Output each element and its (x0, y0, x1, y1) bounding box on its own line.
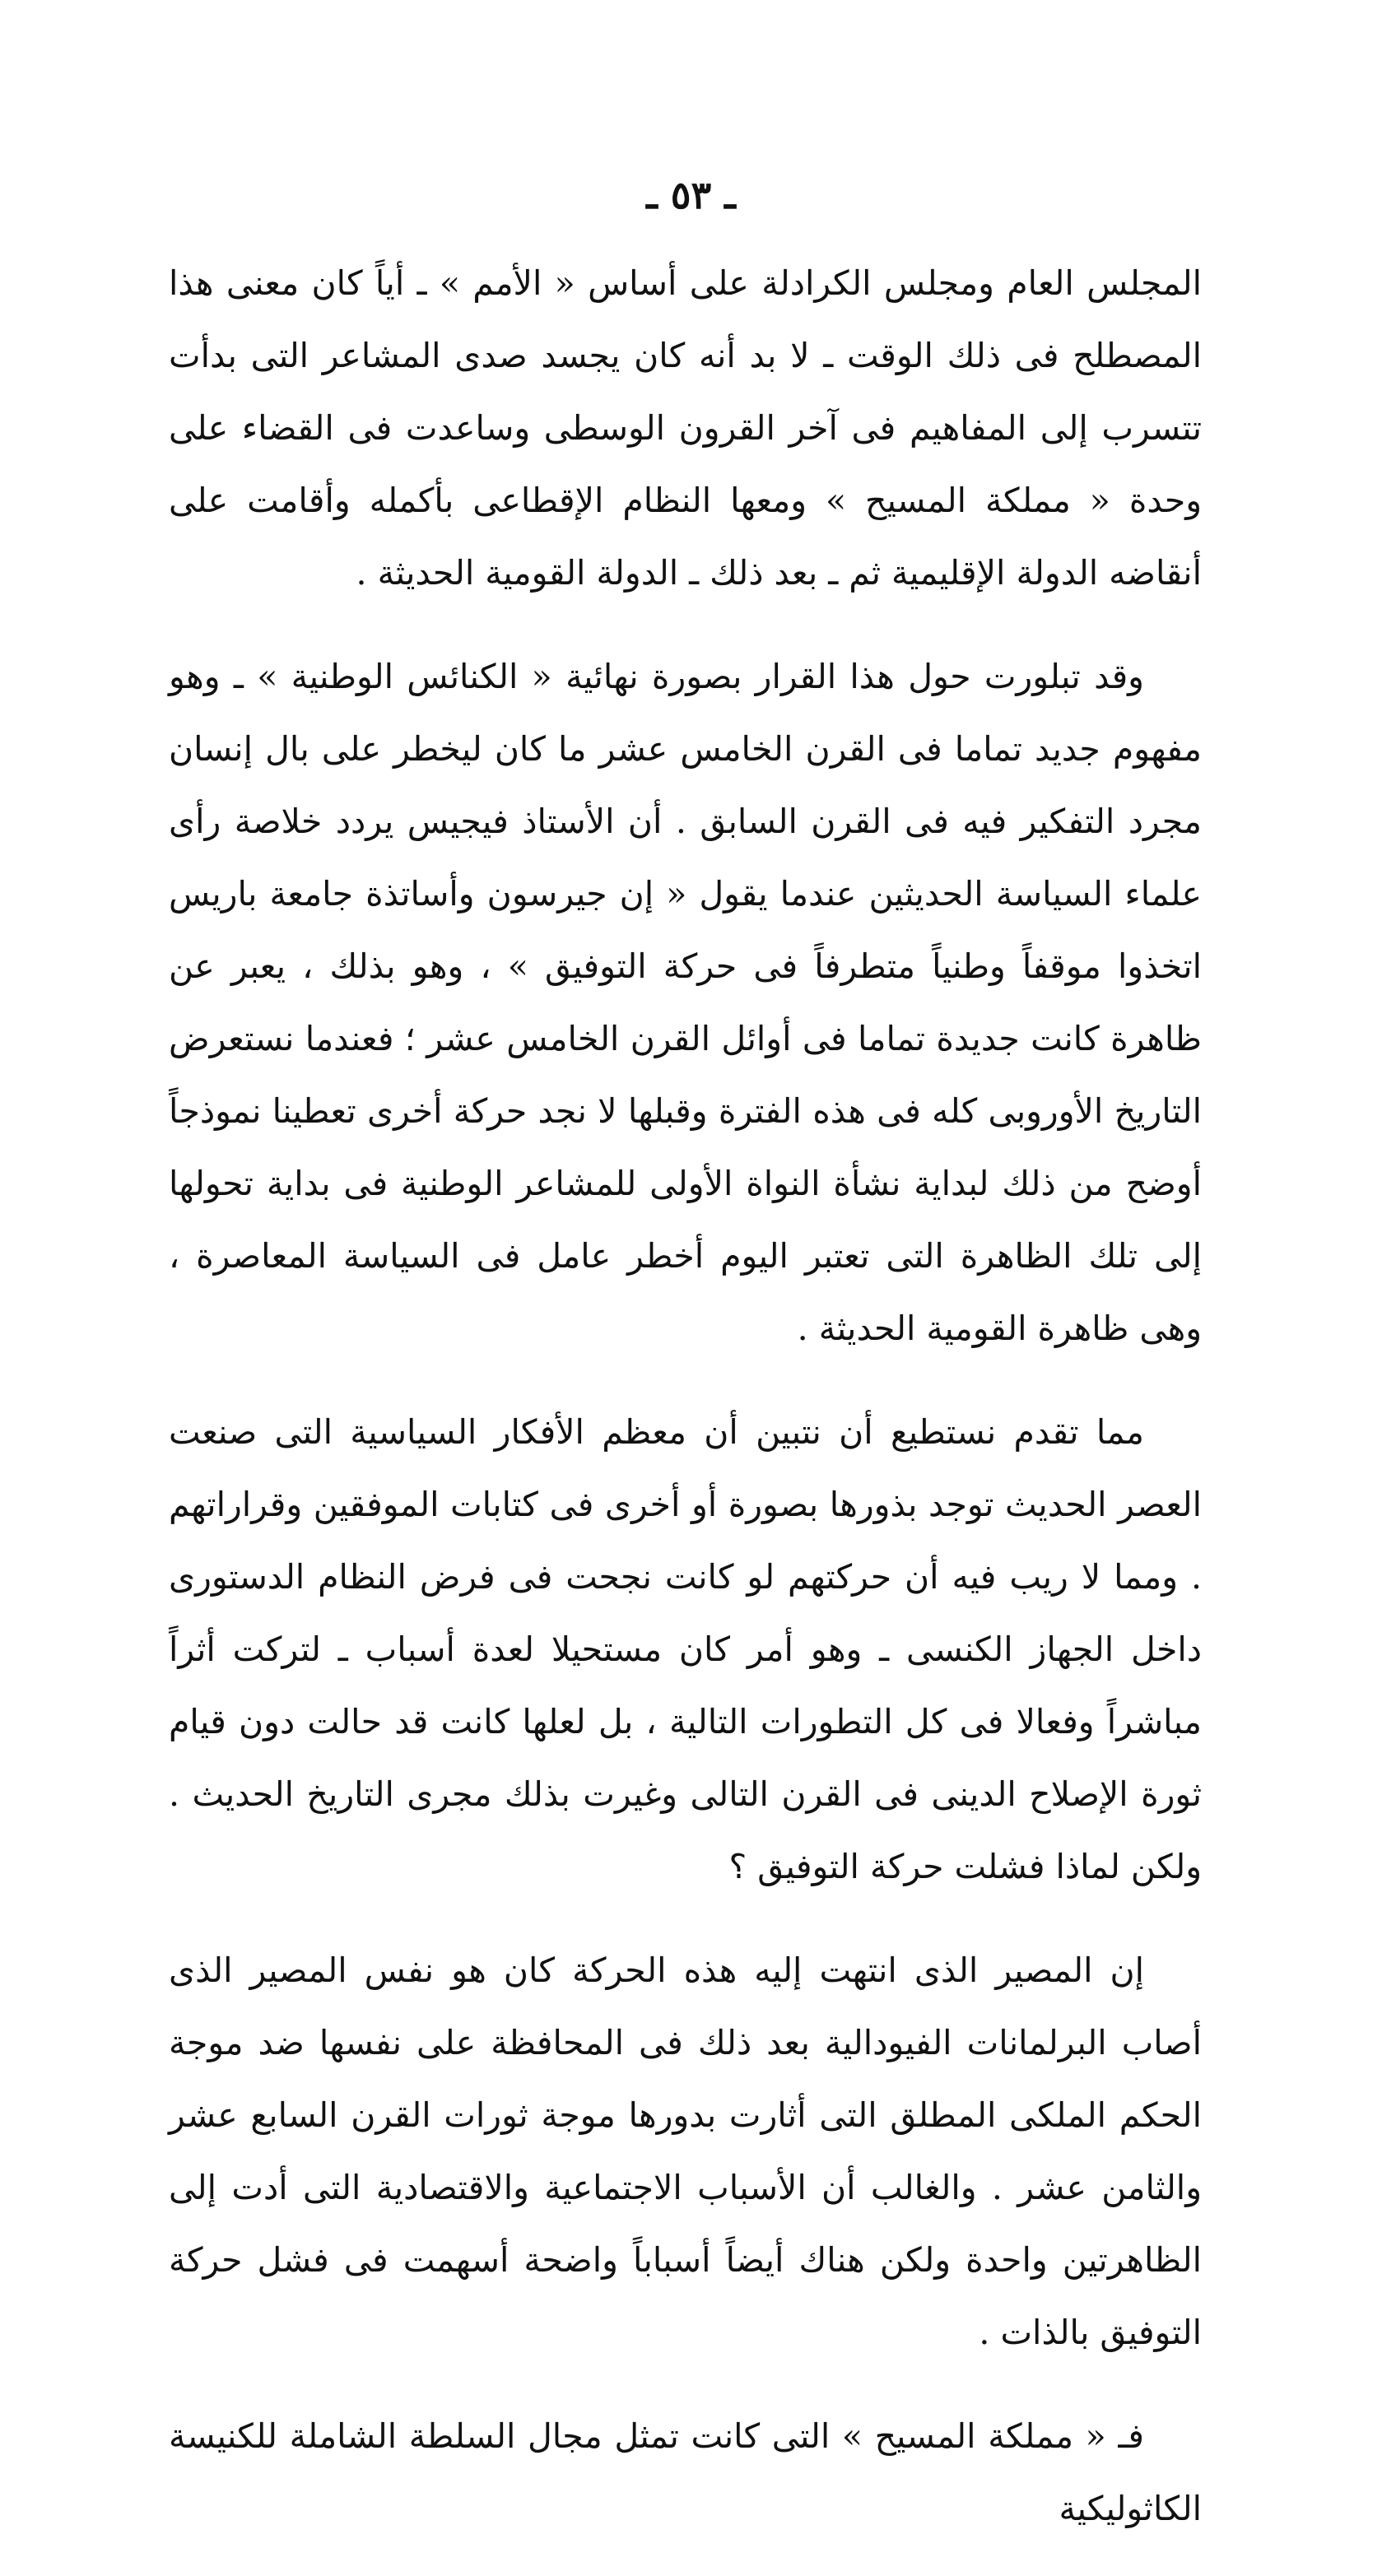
paragraph-3: مما تقدم نستطيع أن نتبين أن معظم الأفكار السياسية التى صنعت العصر الحديث توجد بذورها بصورة أو أخرى فى كتابات الموفقين وقراراتهم . ومما لا ريب فيه أن حركتهم لو كانت نجحت فى فرض النظام الدستورى داخل الجهاز الكنسى ـ وهو أمر كان مستحيلا لعدة أسباب ـ لتركت أثراً مباشراً وفعالا فى كل التطورات التالية ، بل لعلها كانت قد حالت دون قيام ثورة الإصلاح الدينى فى القرن التالى وغيرت بذلك مجرى التاريخ الحديث . ولكن لماذا فشلت حركة التوفيق ؟ (169, 1412, 1202, 1886)
paragraph-1: المجلس العام ومجلس الكرادلة على أساس « الأمم » ـ أياً كان معنى هذا المصطلح فى ذلك الوقت ـ لا بد أنه كان يجسد صدى المشاعر التى بدأت تتسرب إلى المفاهيم فى آخر القرون الوسطى وساعدت فى القضاء على وحدة « مملكة المسيح » ومعها النظام الإقطاعى بأكمله وأقامت على أنقاضه الدولة الإقليمية ثم ـ بعد ذلك ـ الدولة القومية الحديثة . (169, 263, 1202, 593)
paragraph-4: إن المصير الذى انتهت إليه هذه الحركة كان هو نفس المصير الذى أصاب البرلمانات الفيودالية بعد ذلك فى المحافظة على نفسها ضد موجة الحكم الملكى المطلق التى أثارت بدورها موجة ثورات القرن السابع عشر والثامن عشر . والغالب أن الأسباب الاجتماعية والاقتصادية التى أدت إلى الظاهرتين واحدة ولكن هناك أيضاً أسباباً واضحة أسهمت فى فشل حركة التوفيق بالذات . (169, 1951, 1202, 2352)
body-text (169, 247, 1202, 2576)
paragraph-5: فـ « مملكة المسيح » التى كانت تمثل مجال السلطة الشاملة للكنيسة الكاثوليكية (169, 2416, 1202, 2528)
page-number: ـ ٥٣ ـ (646, 173, 736, 217)
paragraph-2: وقد تبلورت حول هذا القرار بصورة نهائية « الكنائس الوطنية » ـ وهو مفهوم جديد تماما فى القرن الخامس عشر ما كان ليخطر على بال إنسان مجرد التفكير فيه فى القرن السابق . أن الأستاذ فيجيس يردد خلاصة رأى علماء السياسة الحديثين عندما يقول « إن جيرسون وأساتذة جامعة باريس اتخذوا موقفاً وطنياً متطرفاً فى حركة التوفيق » ، وهو بذلك ، يعبر عن ظاهرة كانت جديدة تماما فى أوائل القرن الخامس عشر ؛ فعندما نستعرض التاريخ الأوروبى كله فى هذه الفترة وقبلها لا نجد حركة أخرى تعطينا نموذجاً أوضح من ذلك لبداية نشأة النواة الأولى للمشاعر الوطنية فى بداية تحولها إلى تلك الظاهرة التى تعتبر اليوم أخطر عامل فى السياسة المعاصرة ، وهى ظاهرة القومية الحديثة . (169, 657, 1202, 1348)
